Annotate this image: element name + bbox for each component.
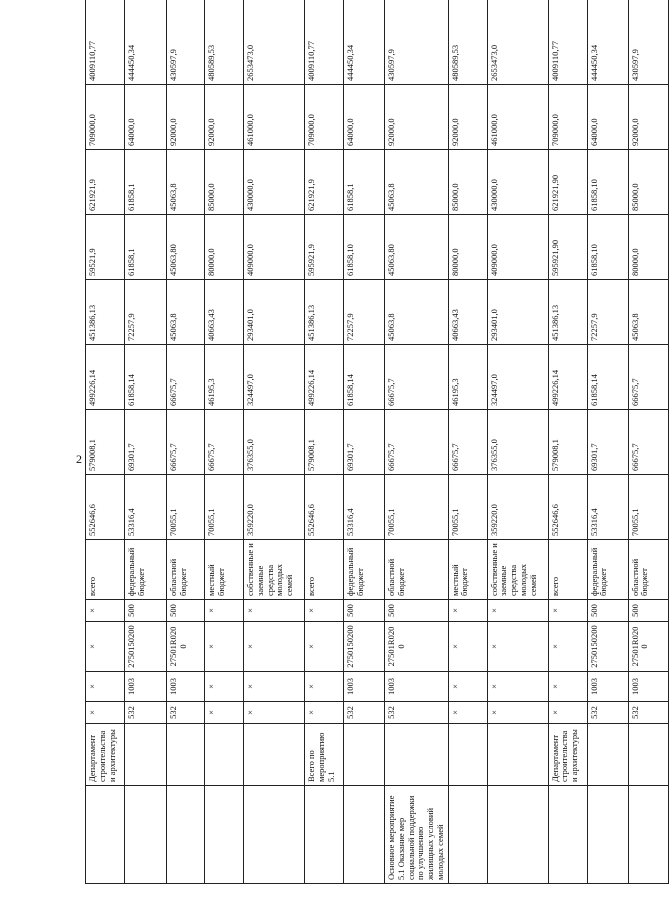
vr-cell: 500 — [628, 600, 668, 622]
rz-pr-cell: × — [86, 672, 125, 702]
grbs-cell: 532 — [587, 702, 628, 724]
year-2019-cell: 61858,1 — [344, 150, 385, 215]
year-2020-cell: 92000,0 — [628, 85, 668, 150]
year-2020-cell: 92000,0 — [167, 85, 205, 150]
year-2015-cell: 579008,1 — [548, 410, 587, 475]
year-2018-cell: 45063,80 — [385, 215, 449, 280]
year-2016-cell: 66675,7 — [628, 345, 668, 410]
grbs-cell: × — [487, 702, 548, 724]
grbs-cell: × — [205, 702, 244, 724]
rz-pr-cell: 1003 — [587, 672, 628, 702]
source-cell: областной бюджет — [385, 540, 449, 600]
csr-cell: 27501R0200 — [628, 622, 668, 672]
source-cell: федеральный бюджет — [344, 540, 385, 600]
csr-cell: × — [487, 622, 548, 672]
year-2015-cell: 69301,7 — [344, 410, 385, 475]
total-cell: 430597,9 — [167, 0, 205, 85]
total-cell: 480589,53 — [205, 0, 244, 85]
year-2018-cell: 80000,0 — [448, 215, 487, 280]
year-2020-cell: 64000,0 — [125, 85, 167, 150]
total-cell: 430597,9 — [628, 0, 668, 85]
event-cell — [344, 786, 385, 884]
year-2017-cell: 45063,8 — [167, 280, 205, 345]
year-2015-cell: 66675,7 — [448, 410, 487, 475]
executor-cell — [487, 724, 548, 786]
source-cell: собственные и заемные средства молодых семей — [487, 540, 548, 600]
year-2017-cell: 72257,9 — [587, 280, 628, 345]
grbs-cell: 532 — [344, 702, 385, 724]
year-2016-cell: 499226,14 — [86, 345, 125, 410]
csr-cell: × — [244, 622, 305, 672]
grbs-cell: × — [448, 702, 487, 724]
vr-cell: 500 — [587, 600, 628, 622]
event-cell — [125, 786, 167, 884]
year-2020-cell: 92000,0 — [385, 85, 449, 150]
rz-pr-cell: × — [487, 672, 548, 702]
year-2015-cell: 376355,0 — [487, 410, 548, 475]
year-2015-cell: 579008,1 — [86, 410, 125, 475]
year-2015-cell: 66675,7 — [628, 410, 668, 475]
rz-pr-cell: × — [548, 672, 587, 702]
year-2016-cell: 61858,14 — [344, 345, 385, 410]
year-2018-cell: 61858,10 — [344, 215, 385, 280]
year-2017-cell: 451386,13 — [548, 280, 587, 345]
year-2019-cell: 85000,0 — [628, 150, 668, 215]
year-2016-cell: 324497,0 — [244, 345, 305, 410]
year-2020-cell: 461000,0 — [244, 85, 305, 150]
year-2019-cell: 621921,90 — [548, 150, 587, 215]
executor-cell — [125, 724, 167, 786]
rz-pr-cell: 1003 — [344, 672, 385, 702]
year-2017-cell: 72257,9 — [344, 280, 385, 345]
year-2019-cell: 621921,9 — [86, 150, 125, 215]
event-cell — [448, 786, 487, 884]
rz-pr-cell: 1003 — [125, 672, 167, 702]
year-2016-cell: 46195,3 — [448, 345, 487, 410]
year-2015-cell: 69301,7 — [125, 410, 167, 475]
executor-cell: Департамент строительства и архитектуры — [86, 724, 125, 786]
table-row — [167, 0, 205, 884]
budget-table — [85, 0, 669, 884]
csr-cell: × — [448, 622, 487, 672]
rz-pr-cell: × — [305, 672, 344, 702]
rz-pr-cell: × — [205, 672, 244, 702]
year-2018-cell: 595921,9 — [305, 215, 344, 280]
event-cell — [305, 786, 344, 884]
total-cell: 2653473,0 — [244, 0, 305, 85]
table-row — [125, 0, 167, 884]
rz-pr-cell: × — [244, 672, 305, 702]
event-cell — [628, 786, 668, 884]
source-cell: всего — [548, 540, 587, 600]
table-row — [86, 0, 125, 884]
vr-cell: 500 — [125, 600, 167, 622]
total-cell: 4009110,77 — [86, 0, 125, 85]
year-2018-cell: 80000,0 — [628, 215, 668, 280]
year-2020-cell: 461000,0 — [487, 85, 548, 150]
vr-cell: × — [487, 600, 548, 622]
year-2014-cell: 70055,1 — [167, 475, 205, 540]
grbs-cell: 532 — [628, 702, 668, 724]
year-2020-cell: 64000,0 — [344, 85, 385, 150]
vr-cell: × — [244, 600, 305, 622]
year-2016-cell: 499226,14 — [305, 345, 344, 410]
csr-cell: × — [548, 622, 587, 672]
year-2019-cell: 45063,8 — [167, 150, 205, 215]
event-cell — [86, 786, 125, 884]
year-2017-cell: 45063,8 — [385, 280, 449, 345]
csr-cell: 2750150200 — [344, 622, 385, 672]
executor-cell — [167, 724, 205, 786]
year-2014-cell: 70055,1 — [448, 475, 487, 540]
executor-cell — [344, 724, 385, 786]
year-2016-cell: 61858,14 — [125, 345, 167, 410]
year-2017-cell: 451386,13 — [86, 280, 125, 345]
csr-cell: × — [86, 622, 125, 672]
source-cell: областной бюджет — [167, 540, 205, 600]
event-cell — [487, 786, 548, 884]
total-cell: 2653473,0 — [487, 0, 548, 85]
executor-cell — [448, 724, 487, 786]
year-2015-cell: 69301,7 — [587, 410, 628, 475]
total-cell: 480589,53 — [448, 0, 487, 85]
vr-cell: 500 — [385, 600, 449, 622]
year-2016-cell: 66675,7 — [167, 345, 205, 410]
table-row — [548, 0, 587, 884]
year-2014-cell: 53316,4 — [344, 475, 385, 540]
source-cell: местный бюджет — [448, 540, 487, 600]
year-2019-cell: 621921,9 — [305, 150, 344, 215]
year-2016-cell: 324497,0 — [487, 345, 548, 410]
year-2018-cell: 45063,80 — [167, 215, 205, 280]
total-cell: 444450,34 — [587, 0, 628, 85]
grbs-cell: × — [548, 702, 587, 724]
year-2014-cell: 70055,1 — [205, 475, 244, 540]
executor-cell — [385, 724, 449, 786]
year-2017-cell: 72257,9 — [125, 280, 167, 345]
csr-cell: 27501R0200 — [167, 622, 205, 672]
grbs-cell: × — [305, 702, 344, 724]
csr-cell: 2750150200 — [125, 622, 167, 672]
year-2019-cell: 430000,0 — [487, 150, 548, 215]
total-cell: 430597,9 — [385, 0, 449, 85]
vr-cell: × — [205, 600, 244, 622]
year-2018-cell: 409000,0 — [244, 215, 305, 280]
year-2020-cell: 709000,0 — [305, 85, 344, 150]
executor-cell: Департамент строительства и архитектуры — [548, 724, 587, 786]
table-row — [487, 0, 548, 884]
csr-cell: 2750150200 — [587, 622, 628, 672]
table-body — [86, 0, 669, 884]
year-2019-cell: 61858,1 — [125, 150, 167, 215]
table-row — [244, 0, 305, 884]
year-2019-cell: 61858,10 — [587, 150, 628, 215]
year-2017-cell: 293401,0 — [244, 280, 305, 345]
total-cell: 4009110,77 — [548, 0, 587, 85]
year-2014-cell: 552646,6 — [548, 475, 587, 540]
executor-cell: Всего по мероприятию 5.1 — [305, 724, 344, 786]
table-row — [448, 0, 487, 884]
year-2015-cell: 579008,1 — [305, 410, 344, 475]
year-2015-cell: 376355,0 — [244, 410, 305, 475]
year-2016-cell: 61858,14 — [587, 345, 628, 410]
year-2017-cell: 451386,13 — [305, 280, 344, 345]
year-2018-cell: 595921,90 — [548, 215, 587, 280]
vr-cell: 500 — [167, 600, 205, 622]
executor-cell — [205, 724, 244, 786]
total-cell: 4009110,77 — [305, 0, 344, 85]
rz-pr-cell: × — [448, 672, 487, 702]
year-2018-cell: 61858,1 — [125, 215, 167, 280]
grbs-cell: 532 — [167, 702, 205, 724]
year-2018-cell: 80000,0 — [205, 215, 244, 280]
year-2016-cell: 46195,3 — [205, 345, 244, 410]
event-cell — [205, 786, 244, 884]
table-row — [587, 0, 628, 884]
rotated-table-frame — [85, 10, 650, 884]
source-cell: областной бюджет — [628, 540, 668, 600]
event-cell — [167, 786, 205, 884]
year-2014-cell: 359220,0 — [487, 475, 548, 540]
year-2019-cell: 85000,0 — [205, 150, 244, 215]
year-2020-cell: 64000,0 — [587, 85, 628, 150]
year-2014-cell: 70055,1 — [628, 475, 668, 540]
csr-cell: × — [305, 622, 344, 672]
vr-cell: × — [448, 600, 487, 622]
rz-pr-cell: 1003 — [385, 672, 449, 702]
vr-cell: × — [548, 600, 587, 622]
source-cell: собственные и заемные средства молодых семей — [244, 540, 305, 600]
year-2014-cell: 552646,6 — [305, 475, 344, 540]
grbs-cell: 532 — [385, 702, 449, 724]
csr-cell: × — [205, 622, 244, 672]
executor-cell — [244, 724, 305, 786]
vr-cell: × — [86, 600, 125, 622]
year-2017-cell: 40663,43 — [448, 280, 487, 345]
table-row — [344, 0, 385, 884]
event-cell — [244, 786, 305, 884]
year-2020-cell: 92000,0 — [205, 85, 244, 150]
source-cell: федеральный бюджет — [125, 540, 167, 600]
year-2014-cell: 552646,6 — [86, 475, 125, 540]
year-2019-cell: 45063,8 — [385, 150, 449, 215]
total-cell: 444450,34 — [344, 0, 385, 85]
event-cell — [587, 786, 628, 884]
year-2015-cell: 66675,7 — [205, 410, 244, 475]
page-number: 2 — [76, 452, 82, 466]
executor-cell — [628, 724, 668, 786]
csr-cell: 27501R0200 — [385, 622, 449, 672]
executor-cell — [587, 724, 628, 786]
table-row — [385, 0, 449, 884]
rz-pr-cell: 1003 — [628, 672, 668, 702]
year-2018-cell: 409000,0 — [487, 215, 548, 280]
year-2020-cell: 709000,0 — [548, 85, 587, 150]
source-cell: всего — [86, 540, 125, 600]
table-row — [305, 0, 344, 884]
year-2014-cell: 70055,1 — [385, 475, 449, 540]
year-2020-cell: 92000,0 — [448, 85, 487, 150]
year-2017-cell: 293401,0 — [487, 280, 548, 345]
year-2019-cell: 85000,0 — [448, 150, 487, 215]
year-2018-cell: 59521,9 — [86, 215, 125, 280]
vr-cell: 500 — [344, 600, 385, 622]
grbs-cell: 532 — [125, 702, 167, 724]
total-cell: 444450,34 — [125, 0, 167, 85]
source-cell: всего — [305, 540, 344, 600]
year-2018-cell: 61858,10 — [587, 215, 628, 280]
year-2015-cell: 66675,7 — [167, 410, 205, 475]
year-2017-cell: 45063,8 — [628, 280, 668, 345]
table-row — [205, 0, 244, 884]
year-2016-cell: 66675,7 — [385, 345, 449, 410]
year-2016-cell: 499226,14 — [548, 345, 587, 410]
event-cell: Основное мероприятие 5.1 Оказание мер социальной поддержки по улучшению жилищных условий молодых семей — [385, 786, 449, 884]
year-2019-cell: 430000,0 — [244, 150, 305, 215]
year-2014-cell: 53316,4 — [587, 475, 628, 540]
rz-pr-cell: 1003 — [167, 672, 205, 702]
year-2020-cell: 709000,0 — [86, 85, 125, 150]
source-cell: федеральный бюджет — [587, 540, 628, 600]
grbs-cell: × — [244, 702, 305, 724]
year-2017-cell: 40663,43 — [205, 280, 244, 345]
year-2014-cell: 53316,4 — [125, 475, 167, 540]
year-2015-cell: 66675,7 — [385, 410, 449, 475]
vr-cell: × — [305, 600, 344, 622]
event-cell — [548, 786, 587, 884]
source-cell: местный бюджет — [205, 540, 244, 600]
table-row — [628, 0, 668, 884]
year-2014-cell: 359220,0 — [244, 475, 305, 540]
grbs-cell: × — [86, 702, 125, 724]
